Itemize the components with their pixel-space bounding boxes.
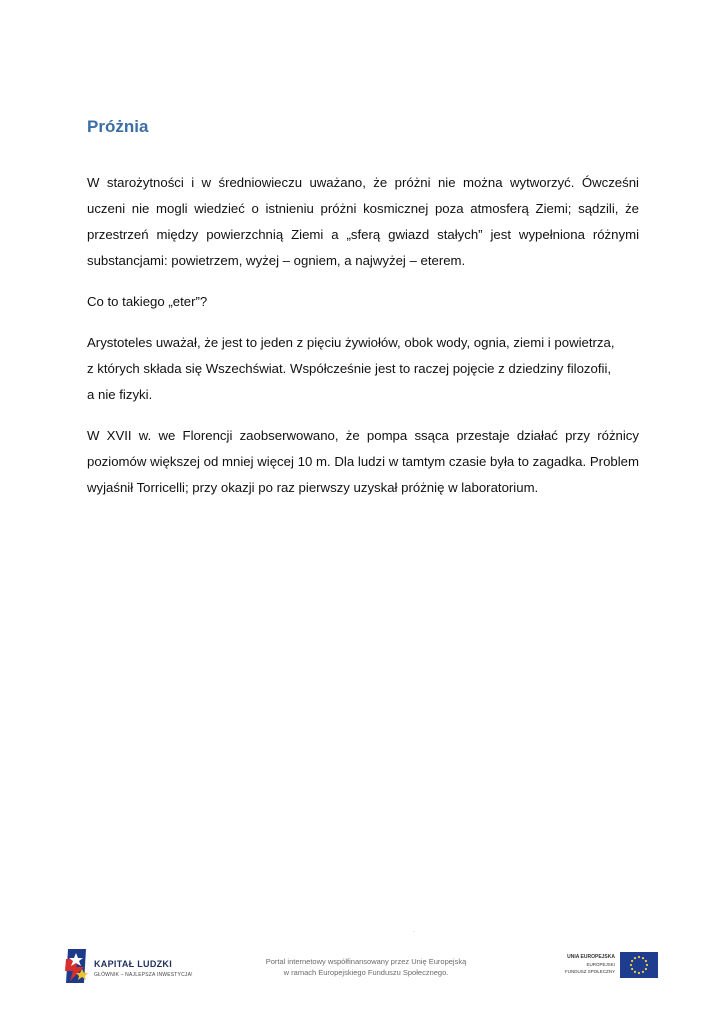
aristotle-line: Arystoteles uważał, że jest to jeden z pięciu żywiołów, obok wody, ognia, ziemi i powietrza,: [87, 335, 615, 350]
aristotle-line: z których składa się Wszechświat. Współcześnie jest to raczej pojęcie z dziedziny filozofii,: [87, 361, 612, 376]
paragraph-intro: W starożytności i w średniowieczu uważano, że próżni nie można wytworzyć. Ówcześni uczeni nie mogli wiedzieć o istnieniu próżni kosmicznej poza atmosferą Ziemi; sądzili, że przestrzeń między powierzchnią Ziemi a „sferą gwiazd stałych” jest wypełniona różnymi substancjami: powietrzem, wyżej – ogniem, a najwyżej – eterem.: [87, 175, 639, 268]
kapital-ludzki-logo: [62, 947, 202, 987]
eu-line: UNIA EUROPEJSKA: [567, 954, 615, 960]
kapital-ludzki-title: KAPITAŁ LUDZKI: [94, 959, 173, 969]
footer: [0, 945, 725, 990]
kapital-ludzki-star-icon: [62, 947, 90, 985]
kapital-ludzki-subtitle: GŁÓWNIK – NAJLEPSZA INWESTYCJA!: [94, 972, 193, 978]
portal-line: Portal internetowy współfinansowany przez Unię Europejską: [265, 957, 467, 966]
paragraph-question: Co to takiego „eter”?: [87, 294, 208, 309]
paragraph-torricelli: W XVII w. we Florencji zaobserwowano, że pompa ssąca przestaje działać przy różnicy poziomów większej od mniej więcej 10 m. Dla ludzi w tamtym czasie była to zagadka. Problem wyjaśnił Torricelli; przy okazji po raz pierwszy uzyskał próżnię w laboratorium.: [87, 428, 639, 495]
portal-line: w ramach Europejskiego Funduszu Społecznego.: [283, 968, 449, 977]
eu-line: FUNDUSZ SPOŁECZNY: [564, 969, 615, 974]
document-body: [87, 170, 639, 516]
portal-funding-note: [246, 956, 486, 978]
footer-dot: .: [413, 928, 415, 934]
aristotle-line: a nie fizyki.: [87, 387, 153, 402]
eu-logo-text: [552, 954, 615, 975]
eu-line: EUROPEJSKI: [586, 962, 615, 967]
paragraph-aristotle: [87, 330, 639, 408]
eu-flag-icon: [620, 952, 658, 978]
page-title: Próżnia: [87, 117, 149, 136]
